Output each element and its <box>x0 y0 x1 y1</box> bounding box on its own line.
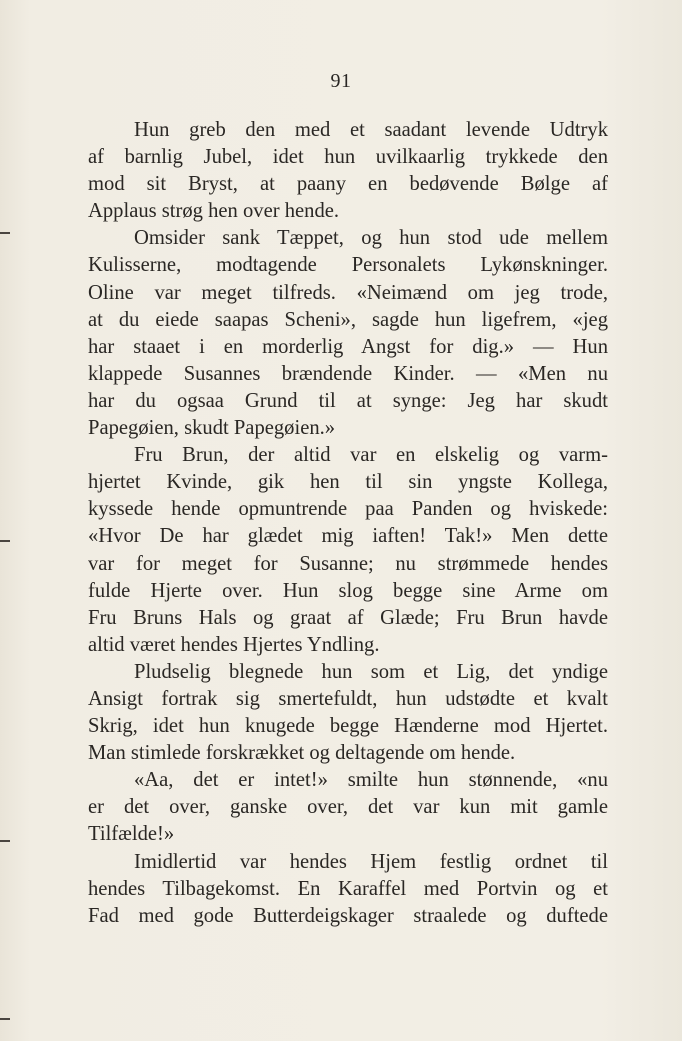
text-line: hjertet Kvinde, gik hen til sin yngste Kollega, <box>88 471 608 494</box>
text-line: har staaet i en morderlig Angst for dig.» — Hun <box>88 335 608 358</box>
text-line: at du eiede saapas Scheni», sagde hun ligefrem, «jeg <box>88 308 608 331</box>
text-line: Fru Brun, der altid var en elskelig og varm- <box>134 444 608 467</box>
text-line: mod sit Bryst, at paany en bedøvende Bølge af <box>88 173 608 196</box>
text-line: Fad med gode Butterdeigskager straalede og duftede <box>88 904 608 927</box>
margin-mark <box>0 840 10 842</box>
text-line: Papegøien, skudt Papegøien.» <box>88 417 336 440</box>
text-line: Tilfælde!» <box>88 823 175 846</box>
text-line: er det over, ganske over, det var kun mit gamle <box>88 796 608 819</box>
text-line: har du ogsaa Grund til at synge: Jeg har skudt <box>88 389 608 412</box>
text-line: Pludselig blegnede hun som et Lig, det yndige <box>134 660 608 683</box>
text-line: Hun greb den med et saadant levende Udtryk <box>134 119 608 141</box>
text-line: var for meget for Susanne; nu strømmede hendes <box>88 552 608 575</box>
text-line: fulde Hjerte over. Hun slog begge sine Arme om <box>88 579 608 602</box>
text-line: Fru Bruns Hals og graat af Glæde; Fru Brun havde <box>88 606 608 629</box>
text-line: «Aa, det er intet!» smilte hun stønnende, «nu <box>134 769 608 792</box>
margin-mark <box>0 232 10 234</box>
text-line: af barnlig Jubel, idet hun uvilkaarlig trykkede den <box>88 146 608 169</box>
text-line: altid været hendes Hjertes Yndling. <box>88 633 380 656</box>
text-line: klappede Susannes brændende Kinder. — «Men nu <box>88 362 608 385</box>
margin-mark <box>0 1018 10 1020</box>
text-line: hendes Tilbagekomst. En Karaffel med Portvin og et <box>88 877 608 900</box>
text-line: Skrig, idet hun knugede begge Hænderne mod Hjertet. <box>88 715 608 738</box>
text-line: «Hvor De har glædet mig iaften! Tak!» Men dette <box>88 525 608 548</box>
text-line: Applaus strøg hen over hende. <box>88 200 340 223</box>
text-line: Omsider sank Tæppet, og hun stod ude mellem <box>134 227 608 250</box>
margin-mark <box>0 540 10 542</box>
text-line: Oline var meget tilfreds. «Neimænd om jeg trode, <box>88 281 608 304</box>
text-line: Man stimlede forskrækket og deltagende om hende. <box>88 742 516 765</box>
page-number: 91 <box>330 70 352 92</box>
text-line: kyssede hende opmuntrende paa Panden og hviskede: <box>88 498 608 521</box>
text-line: Kulisserne, modtagende Personalets Lykønskninger. <box>88 254 608 277</box>
text-line: Ansigt fortrak sig smertefuldt, hun udstødte et kvalt <box>88 687 608 710</box>
body-text <box>88 117 608 930</box>
text-line: Imidlertid var hendes Hjem festlig ordnet til <box>134 850 608 873</box>
